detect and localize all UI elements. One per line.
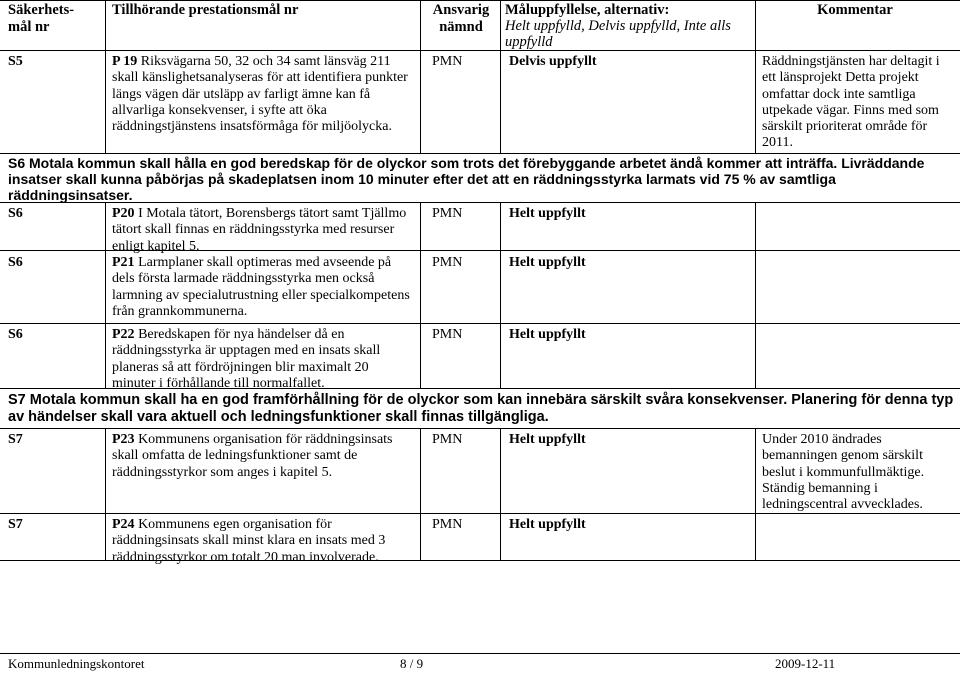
row-p24-text: Kommunens egen organisation för räddningsinsats skall minst klara en insats med 3 räddningsstyrkor om totalt 20 man involverade.: [112, 517, 386, 565]
row-p21-num: P21: [112, 255, 135, 270]
row-p21-id: S6: [8, 255, 23, 270]
col-divider-1c: [105, 428, 106, 560]
header-col-resp: Ansvarig nämnd: [432, 2, 490, 35]
footer-rule: [0, 653, 960, 654]
col-divider-4b: [755, 202, 756, 388]
row-p23-text: Kommunens organisation för räddningsinsats skall omfatta de ledningsfunktioner samt de räddningsstyrkor som anges i kapitel 5.: [112, 432, 393, 480]
row-p20-status: Helt uppfyllt: [509, 206, 586, 221]
col-divider-3: [500, 0, 501, 153]
col-divider-1: [105, 0, 106, 153]
footer-page: 8 / 9: [400, 656, 424, 671]
col-divider-4c: [755, 428, 756, 560]
row-p19-id: S5: [8, 54, 23, 69]
header-status-options: Helt uppfylld, Delvis uppfylld, Inte alls uppfylld: [505, 18, 731, 50]
row-p24-id: S7: [8, 517, 23, 532]
row-p22-id: S6: [8, 327, 23, 342]
row-p20-text: I Motala tätort, Borensbergs tätort samt Tjällmo tätort skall finnas en räddningsstyrka med resurser enligt kapitel 5.: [112, 206, 407, 254]
footer-office: Kommunledningskontoret: [8, 656, 145, 671]
table-top-border: [0, 0, 960, 1]
row-p22-text: Beredskapen för nya händelser då en räddningsstyrka är upptagen med en insats skall planeras så att fördröjningen blir maximalt 20 minuter i förhållande till normalfallet.: [112, 327, 381, 391]
col-divider-1b: [105, 202, 106, 388]
row-p22-target: [112, 327, 412, 392]
row-p23-target: [112, 432, 412, 481]
row-p23-status: Helt uppfyllt: [509, 432, 586, 447]
row-p20-target: [112, 206, 412, 255]
row-p23-resp: PMN: [432, 432, 463, 447]
footer-date: 2009-12-11: [775, 656, 836, 671]
row-p19-status: Delvis uppfyllt: [509, 54, 597, 69]
row-p22-status: Helt uppfyllt: [509, 327, 586, 342]
row-p21-bottom-border: [0, 323, 960, 324]
col-divider-3b: [500, 202, 501, 388]
row-p21-text: Larmplaner skall optimeras med avseende på dels första larmade räddningsstyrka men också larmning av specialutrustning eller specialkompetens från grannkommunerna.: [112, 255, 410, 319]
row-p24-target: [112, 517, 412, 566]
row-p21-target: [112, 255, 412, 320]
row-p19-comment: Räddningstjänsten har deltagit i ett länsprojekt Detta projekt omfattar dock inte samtliga utpekade vägar. Finns med som särskilt prioriterat område för 2011.: [762, 54, 940, 151]
row-p22-resp: PMN: [432, 327, 463, 342]
row-p20-num: P20: [112, 206, 135, 221]
header-col-target: Tillhörande prestationsmål nr: [112, 2, 299, 18]
col-divider-4: [755, 0, 756, 153]
row-p19-bottom-border: [0, 153, 960, 154]
header-bottom-border: [0, 50, 960, 51]
row-p21-status: Helt uppfyllt: [509, 255, 586, 270]
goal-s7: S7 Motala kommun skall ha en god framförhållning för de olyckor som kan innebära särskilt svåra konsekvenser. Planering för denna typ av händelser skall vara aktuell och ledningsfunktioner skall finnas tillgängliga.: [8, 392, 954, 425]
row-p20-resp: PMN: [432, 206, 463, 221]
goal-s6: S6 Motala kommun skall hålla en god beredskap för de olyckor som trots det förebyggande arbetet ändå kommer att inträffa. Livräddande insatser skall kunna påbörjas på skadeplatsen inom 10 minuter efter det att en räddningsstyrka larmats vid 75 % av samtliga räddningsinsatser.: [8, 155, 925, 203]
row-p23-num: P23: [112, 432, 135, 447]
row-p19-num: P 19: [112, 54, 138, 69]
col-divider-2: [420, 0, 421, 153]
row-p23-comment: Under 2010 ändrades bemanningen genom särskilt beslut i kommunfullmäktige. Ständig bemanning i ledningscentral avvecklades.: [762, 432, 925, 513]
header-col-comment: Kommentar: [817, 2, 893, 18]
goal-s7-bottom-border: [0, 428, 960, 429]
row-p20-id: S6: [8, 206, 23, 221]
row-p23-id: S7: [8, 432, 23, 447]
header-col-id: Säkerhets- mål nr: [8, 2, 75, 35]
header-status-title: Måluppfyllelse, alternativ:: [505, 2, 670, 18]
row-p21-resp: PMN: [432, 255, 463, 270]
header-col-status: [505, 2, 750, 50]
col-divider-2c: [420, 428, 421, 560]
row-p24-num: P24: [112, 517, 135, 532]
row-p19-resp: PMN: [432, 54, 463, 69]
col-divider-2b: [420, 202, 421, 388]
row-p19-text: Riksvägarna 50, 32 och 34 samt länsväg 211 skall känslighetsanalyseras för att identifiera punkter längs vägen där utsläpp av farligt ämne kan få allvarliga konsekvenser, i syfte att öka räddningstjänstens insatsförmåga för miljöolycka.: [112, 54, 408, 135]
row-p22-num: P22: [112, 327, 135, 342]
row-p24-status: Helt uppfyllt: [509, 517, 586, 532]
row-p19-target: [112, 54, 414, 135]
row-p24-resp: PMN: [432, 517, 463, 532]
col-divider-3c: [500, 428, 501, 560]
